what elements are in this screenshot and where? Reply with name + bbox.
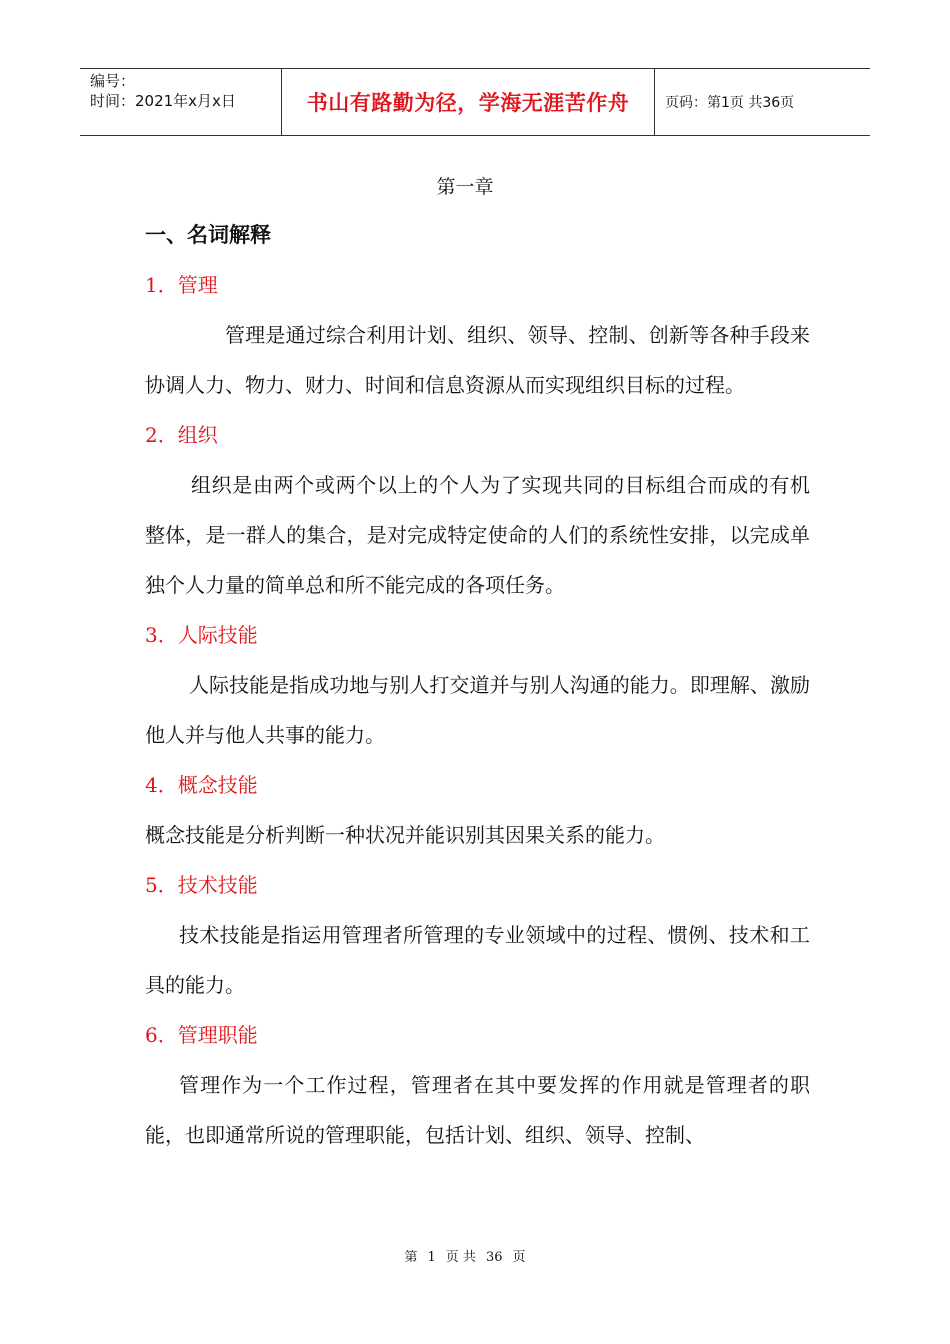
term-title-3: 3．人际技能 xyxy=(145,623,258,647)
document-header xyxy=(80,68,870,136)
term-definition-4: 概念技能是分析判断一种状况并能识别其因果关系的能力。 xyxy=(145,823,665,847)
term-title-6: 6．管理职能 xyxy=(145,1023,258,1047)
footer-current-page: 1 xyxy=(427,1250,436,1265)
term-title-2: 2．组织 xyxy=(145,423,218,447)
term-title-4: 4．概念技能 xyxy=(145,773,258,797)
header-motto: 书山有路勤为径，学海无涯苦作舟 xyxy=(282,69,655,135)
term-title-5: 5．技术技能 xyxy=(145,873,258,897)
footer-middle: 页 共 xyxy=(445,1250,476,1265)
footer-total-pages: 36 xyxy=(485,1250,503,1265)
chapter-title: 第一章 xyxy=(436,176,494,198)
term-definition-1: 管理是通过综合利用计划、组织、领导、控制、创新等各种手段来协调人力、物力、财力、时间和信息资源从而实现组织目标的过程。 xyxy=(145,323,810,397)
term-title-1: 1．管理 xyxy=(145,273,218,297)
number-label: 编号： xyxy=(90,72,136,90)
document-body xyxy=(145,210,810,1160)
term-definition-5: 技术技能是指运用管理者所管理的专业领域中的过程、惯例、技术和工具的能力。 xyxy=(145,923,810,997)
term-definition-3: 人际技能是指成功地与别人打交道并与别人沟通的能力。即理解、激励他人并与他人共事的能力。 xyxy=(145,673,810,747)
section-title: 一、名词解释 xyxy=(145,223,271,247)
footer-suffix: 页 xyxy=(512,1250,526,1265)
footer-prefix: 第 xyxy=(404,1250,418,1265)
page-footer xyxy=(0,1246,930,1265)
header-meta xyxy=(80,69,282,135)
header-page-info: 页码：第1页 共36页 xyxy=(665,95,795,111)
term-definition-6: 管理作为一个工作过程，管理者在其中要发挥的作用就是管理者的职能，也即通常所说的管理职能，包括计划、组织、领导、控制、 xyxy=(145,1073,810,1147)
term-definition-2: 组织是由两个或两个以上的个人为了实现共同的目标组合而成的有机整体，是一群人的集合，是对完成特定使命的人们的系统性安排，以完成单独个人力量的简单总和所不能完成的各项任务。 xyxy=(145,473,810,597)
time-label: 时间：2021年x月x日 xyxy=(90,92,236,110)
